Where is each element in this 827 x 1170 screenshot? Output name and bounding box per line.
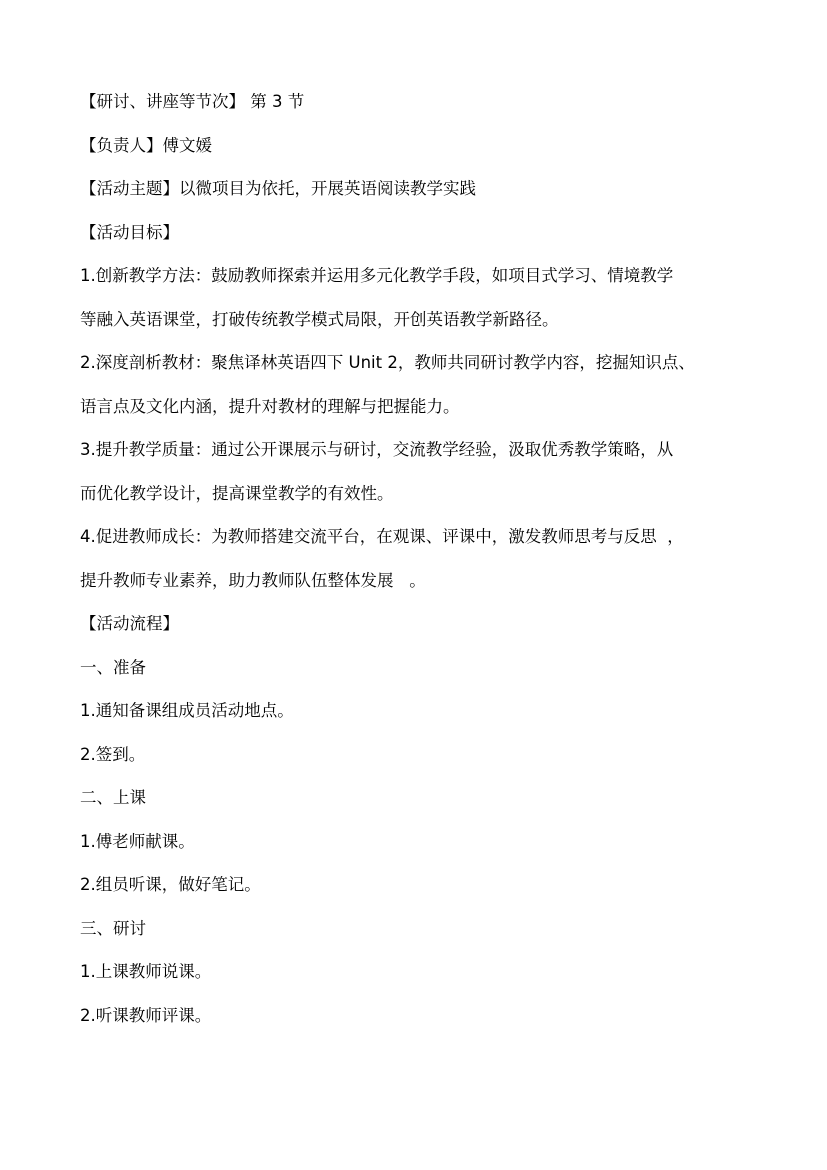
objectives-heading: 【活动目标】 [80,222,179,242]
activity-theme-line: 【活动主题】以微项目为依托，开展英语阅读教学实践 [80,179,476,198]
objective-2-line-1: 2.深度剖析教材：聚焦译林英语四下 Unit 2，教师共同研讨教学内容，挖掘知识点、 [80,353,695,372]
objective-1-line-2: 等融入英语课堂，打破传统教学模式局限，开创英语教学新路径。 [80,309,559,329]
step-3-item-2: 2.听课教师评课。 [80,1005,212,1025]
objective-4-line-2: 提升教师专业素养，助力教师队伍整体发展 。 [80,570,426,590]
process-heading: 【活动流程】 [80,614,179,633]
step-3-item-1: 1.上课教师说课。 [80,962,212,981]
step-2-item-1: 1.傅老师献课。 [80,831,195,851]
step-3-heading: 三、研讨 [80,918,146,938]
step-1-item-1: 1.通知备课组成员活动地点。 [80,701,294,720]
session-number-line: 【研讨、讲座等节次】 第 3 节 [80,92,305,111]
person-in-charge-line: 【负责人】傅文媛 [80,135,212,155]
step-1-heading: 一、准备 [80,657,146,677]
step-1-item-2: 2.签到。 [80,744,146,764]
objective-3-line-1: 3.提升教学质量：通过公开课展示与研讨，交流教学经验，汲取优秀教学策略，从 [80,440,674,459]
objective-2-line-2: 语言点及文化内涵，提升对教材的理解与把握能力。 [80,396,460,416]
objective-4-line-1: 4.促进教师成长：为教师搭建交流平台，在观课、评课中，激发教师思考与反思 ， [80,527,684,546]
objective-1-line-1: 1.创新教学方法：鼓励教师探索并运用多元化教学手段，如项目式学习、情境教学 [80,266,674,285]
step-2-heading: 二、上课 [80,788,146,807]
step-2-item-2: 2.组员听课，做好笔记。 [80,875,261,894]
objective-3-line-2: 而优化教学设计，提高课堂教学的有效性。 [80,483,394,503]
